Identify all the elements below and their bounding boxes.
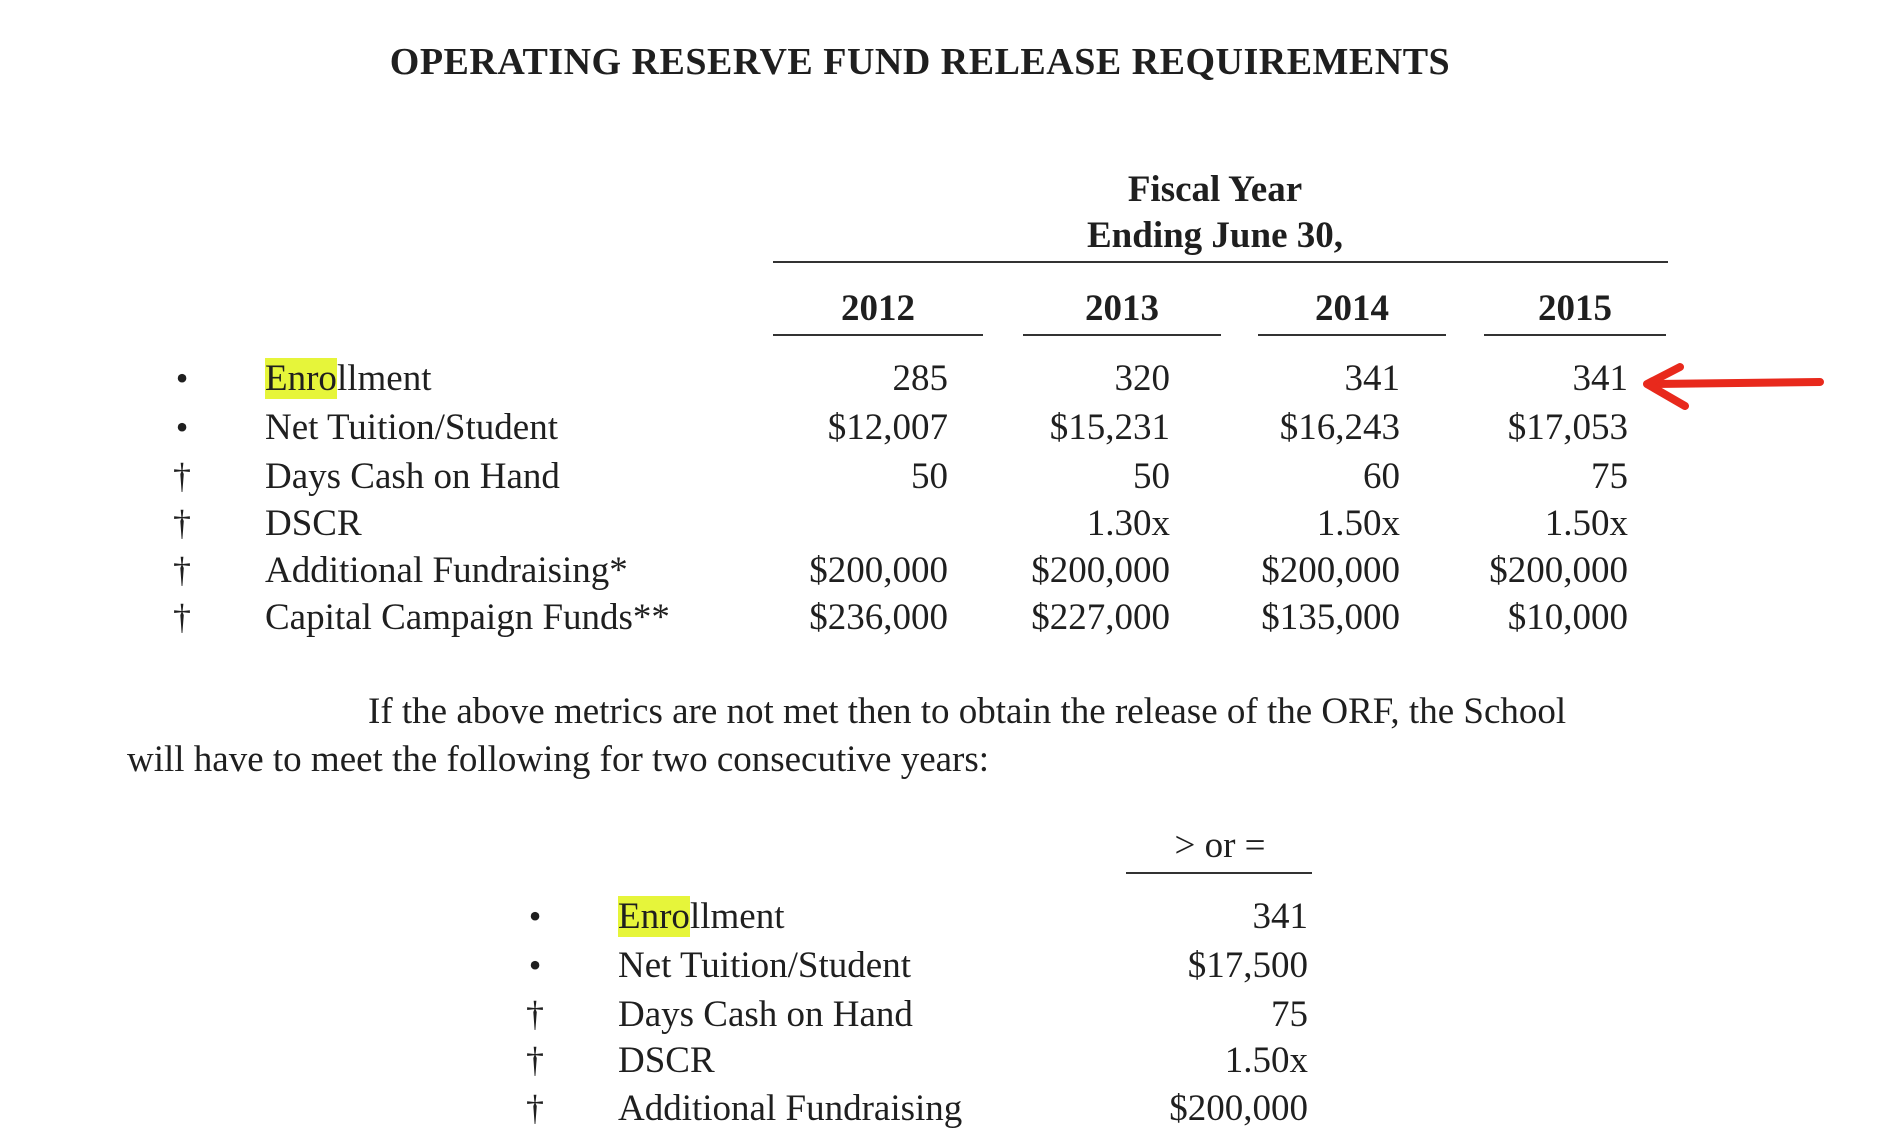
row-label-text: Days Cash on Hand (618, 994, 913, 1035)
row-label (265, 357, 431, 400)
row-label-text: Days Cash on Hand (265, 456, 560, 497)
fiscal-year-subheader: Ending June 30, (1086, 215, 1344, 256)
threshold-rule (1126, 872, 1312, 874)
row-label (265, 549, 628, 592)
row-label (618, 1087, 962, 1130)
year-rule (1484, 334, 1666, 336)
cell-2014: 60 (1363, 456, 1400, 497)
cell-2014: 1.50x (1316, 503, 1400, 544)
row-label-text: Additional Fundraising* (265, 550, 628, 591)
row-label (618, 993, 913, 1036)
cell-2013: $227,000 (1031, 597, 1170, 638)
row-label-text: Net Tuition/Student (618, 945, 911, 986)
row-marker: † (526, 994, 544, 1034)
cell-2015: $200,000 (1489, 550, 1628, 591)
row-marker: • (528, 945, 542, 985)
row-marker: • (175, 407, 189, 447)
highlighted-text: Enro (618, 896, 690, 937)
page-title: OPERATING RESERVE FUND RELEASE REQUIREMENTS (389, 41, 1451, 83)
fiscal-year-header: Fiscal Year (1127, 169, 1303, 210)
cell-2013: 320 (1114, 358, 1170, 399)
cell-2013: $15,231 (1049, 407, 1170, 448)
row-marker: † (173, 597, 191, 637)
threshold-value: 1.50x (1224, 1040, 1308, 1081)
threshold-header: > or = (1174, 825, 1266, 866)
row-marker: † (173, 550, 191, 590)
row-label (618, 944, 911, 987)
row-marker: • (175, 358, 189, 398)
year-header-2014: 2014 (1315, 288, 1389, 329)
cell-2015: 75 (1591, 456, 1628, 497)
cell-2012: 50 (911, 456, 948, 497)
cell-2012: 285 (892, 358, 948, 399)
highlighted-text: Enro (265, 358, 337, 399)
year-header-2012: 2012 (841, 288, 915, 329)
row-marker: † (526, 1040, 544, 1080)
paragraph-line-1: If the above metrics are not met then to obtain the release of the ORF, the School (368, 691, 1567, 732)
year-rule (1023, 334, 1221, 336)
cell-2015: $17,053 (1507, 407, 1628, 448)
row-label (265, 455, 560, 498)
cell-2013: 50 (1133, 456, 1170, 497)
cell-2012: $236,000 (809, 597, 948, 638)
cell-2012: $12,007 (827, 407, 948, 448)
cell-2012: $200,000 (809, 550, 948, 591)
row-marker: • (528, 896, 542, 936)
row-label (265, 406, 558, 449)
row-label (265, 502, 362, 545)
row-label (265, 596, 670, 639)
year-rule (1258, 334, 1446, 336)
row-label-text: Capital Campaign Funds** (265, 597, 670, 638)
row-label-text: Additional Fundraising (618, 1088, 963, 1129)
row-label-text: llment (336, 358, 432, 399)
year-header-2013: 2013 (1085, 288, 1159, 329)
cell-2014: 341 (1344, 358, 1400, 399)
threshold-value: $200,000 (1169, 1088, 1308, 1129)
cell-2015: $10,000 (1507, 597, 1628, 638)
row-label-text: Net Tuition/Student (265, 407, 558, 448)
row-label (618, 1039, 715, 1082)
header-rule (773, 261, 1668, 263)
threshold-value: 75 (1271, 994, 1308, 1035)
row-label-text: llment (689, 896, 785, 937)
row-label-text: DSCR (265, 503, 362, 544)
cell-2013: $200,000 (1031, 550, 1170, 591)
threshold-value: 341 (1252, 896, 1308, 937)
row-marker: † (173, 456, 191, 496)
paragraph-line-2: will have to meet the following for two consecutive years: (127, 739, 990, 780)
cell-2014: $16,243 (1279, 407, 1400, 448)
threshold-value: $17,500 (1187, 945, 1308, 986)
row-label (618, 895, 784, 938)
row-label-text: DSCR (618, 1040, 715, 1081)
cell-2014: $200,000 (1261, 550, 1400, 591)
row-marker: † (173, 503, 191, 543)
cell-2013: 1.30x (1086, 503, 1170, 544)
year-rule (773, 334, 983, 336)
cell-2014: $135,000 (1261, 597, 1400, 638)
row-marker: † (526, 1088, 544, 1128)
cell-2015: 341 (1572, 358, 1628, 399)
red-arrow-icon (1635, 362, 1825, 412)
year-header-2015: 2015 (1538, 288, 1612, 329)
cell-2015: 1.50x (1544, 503, 1628, 544)
